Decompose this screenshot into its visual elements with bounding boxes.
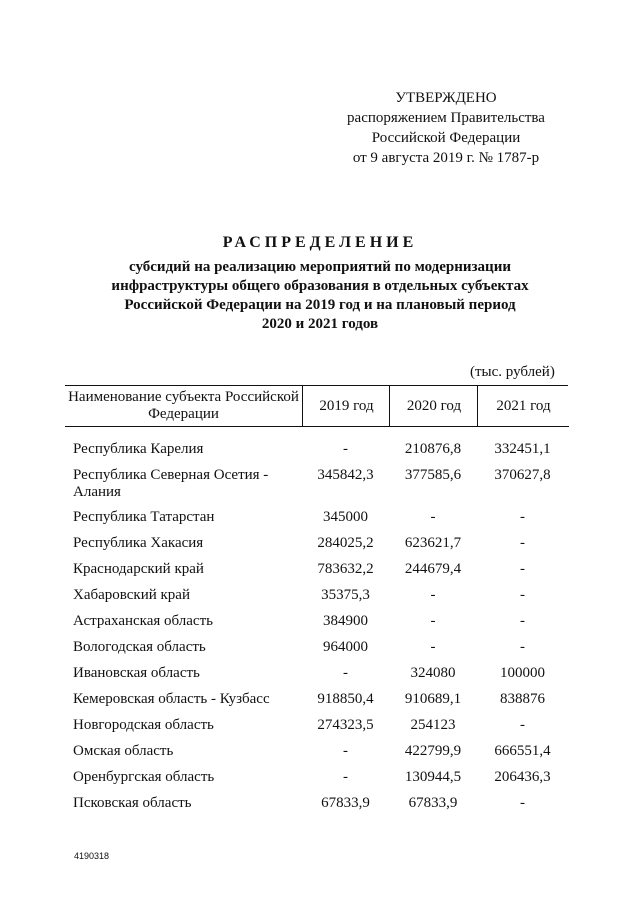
value-2020-cell: 377585,6 — [404, 467, 462, 483]
value-2019-cell: 345842,3 — [317, 467, 374, 483]
approval-stamp — [330, 88, 562, 168]
value-2019-cell: - — [343, 769, 348, 785]
value-2020-cell: 244679,4 — [404, 561, 462, 577]
value-2020-cell: - — [430, 639, 436, 655]
table-row — [65, 686, 568, 712]
table-row — [65, 790, 568, 816]
document-code: 4190318 — [74, 851, 110, 861]
table-row — [65, 462, 568, 504]
value-2019-cell: 345000 — [323, 509, 368, 525]
value-2021-cell: - — [520, 509, 525, 525]
value-2019-cell: 35375,3 — [321, 587, 370, 603]
value-2019-cell: 783632,2 — [317, 561, 374, 577]
region-name-cell: Краснодарский край — [73, 561, 204, 577]
value-2021-cell: 332451,1 — [494, 441, 551, 457]
approval-line: распоряжением Правительства — [347, 110, 545, 126]
region-name-cell: Оренбургская область — [73, 769, 215, 785]
value-2019-cell: 284025,2 — [317, 535, 374, 551]
value-2019-cell: 964000 — [323, 639, 368, 655]
value-2020-cell: 422799,9 — [404, 743, 462, 759]
subtitle-line: инфраструктуры общего образования в отдельных субъектах — [111, 278, 529, 294]
value-2021-cell: - — [520, 587, 525, 603]
value-2020-cell: 67833,9 — [408, 795, 458, 811]
table-row — [65, 608, 568, 634]
table-row — [65, 660, 568, 686]
value-2020-cell: 623621,7 — [404, 535, 462, 551]
region-name-cell: Ивановская область — [73, 665, 200, 681]
subtitle-line: Российской Федерации на 2019 год и на плановый период — [124, 297, 516, 313]
region-name-cell: Вологодская область — [73, 639, 206, 655]
approval-date-number: от 9 августа 2019 г. № 1787-р — [352, 150, 540, 166]
value-2021-cell: - — [520, 613, 525, 629]
document-subtitle — [80, 258, 560, 334]
column-header-2019: 2019 год — [302, 386, 390, 427]
subtitle-line: 2020 и 2021 годов — [261, 316, 379, 332]
value-2020-cell: - — [430, 613, 436, 629]
region-name-cell: Республика Северная Осетия - Алания — [73, 467, 269, 500]
table-row — [65, 530, 568, 556]
value-2020-cell: - — [430, 509, 436, 525]
region-name-cell: Астраханская область — [73, 613, 213, 629]
region-name-cell: Республика Карелия — [73, 441, 204, 457]
region-name-cell: Хабаровский край — [73, 587, 190, 603]
column-header-2021: 2021 год — [477, 386, 569, 427]
table-row — [65, 712, 568, 738]
table-row — [65, 634, 568, 660]
unit-label: (тыс. рублей) — [470, 364, 555, 380]
value-2020-cell: 130944,5 — [404, 769, 462, 785]
region-name-cell: Новгородская область — [73, 717, 214, 733]
value-2019-cell: 67833,9 — [321, 795, 370, 811]
value-2020-cell: 210876,8 — [404, 441, 462, 457]
value-2019-cell: - — [343, 441, 348, 457]
table-body — [65, 436, 568, 816]
value-2021-cell: - — [520, 535, 525, 551]
value-2021-cell: 100000 — [500, 665, 545, 681]
approval-line: Российской Федерации — [371, 130, 521, 146]
value-2019-cell: 918850,4 — [317, 691, 374, 707]
region-name-cell: Псковская область — [73, 795, 192, 811]
subtitle-line: субсидий на реализацию мероприятий по модернизации — [129, 259, 511, 275]
value-2021-cell: 838876 — [500, 691, 545, 707]
value-2021-cell: 666551,4 — [494, 743, 551, 759]
value-2021-cell: - — [520, 561, 525, 577]
column-header-region: Наименование субъекта Российской Федерации — [65, 386, 302, 427]
region-name-cell: Кемеровская область - Кузбасс — [73, 691, 270, 707]
value-2019-cell: 384900 — [323, 613, 368, 629]
table-row — [65, 556, 568, 582]
region-name-cell: Республика Татарстан — [73, 509, 215, 525]
value-2020-cell: 910689,1 — [404, 691, 462, 707]
region-name-cell: Республика Хакасия — [73, 535, 204, 551]
table-row — [65, 738, 568, 764]
approval-heading: УТВЕРЖДЕНО — [395, 90, 497, 106]
value-2021-cell: - — [520, 795, 525, 811]
value-2021-cell: - — [520, 717, 525, 733]
value-2021-cell: 206436,3 — [494, 769, 551, 785]
region-name-cell: Омская область — [73, 743, 174, 759]
value-2019-cell: - — [343, 665, 348, 681]
table-row — [65, 582, 568, 608]
value-2020-cell: - — [430, 587, 436, 603]
value-2019-cell: 274323,5 — [317, 717, 374, 733]
table-row — [65, 504, 568, 530]
value-2021-cell: - — [520, 639, 525, 655]
document-title: РАСПРЕДЕЛЕНИЕ — [222, 234, 418, 251]
value-2020-cell: 324080 — [410, 665, 456, 681]
value-2020-cell: 254123 — [410, 717, 456, 733]
value-2021-cell: 370627,8 — [494, 467, 551, 483]
table-row — [65, 436, 568, 462]
value-2019-cell: - — [343, 743, 348, 759]
column-header-2020: 2020 год — [389, 386, 478, 427]
table-row — [65, 764, 568, 790]
